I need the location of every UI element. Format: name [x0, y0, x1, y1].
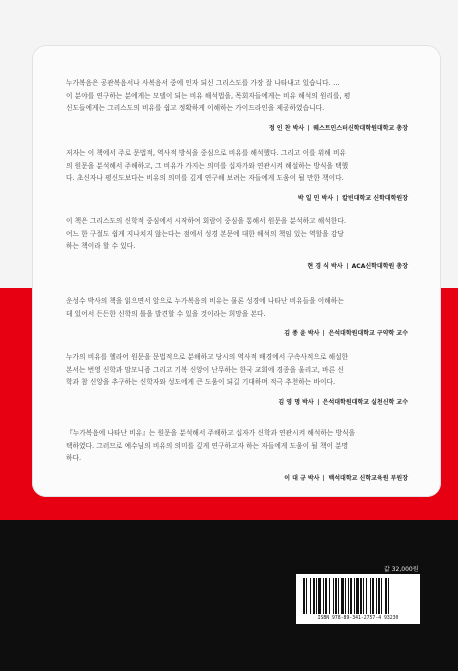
divider — [337, 195, 338, 201]
review-attribution — [278, 397, 408, 406]
review-line: 본서는 번영 신학과 맘모니즘 그리고 기복 신앙이 난무하는 한국 교회에 경종을 울리고, 바른 신 — [66, 365, 344, 374]
review-line: 저자는 이 책에서 주로 문법적, 역사적 방식을 중심으로 비유를 해석했다. 그리고 이를 위해 비유 — [66, 149, 347, 157]
divider — [323, 475, 324, 481]
review-line: 운성수 박사의 책을 읽으면서 앞으로 누가복음의 비유는 물론 성경에 나타난 비유들을 이해하는 — [66, 297, 344, 305]
review-line: 다. 초신자나 평신도보다는 비유의 의미를 깊게 연구해 보려는 자들에게 도움이 될 만한 책이다. — [66, 174, 344, 183]
review-line: 어느 한 구절도 쉽게 지나치지 않는다는 점에서 성경 본문에 대한 해석의 책임 있는 역할을 감당 — [66, 229, 344, 238]
review-line: 하다. — [66, 454, 82, 463]
reviewer-affiliation: 은석대학원대학교 실천신학 교수 — [322, 399, 408, 406]
review-line: 데 있어서 든든한 신학의 틀을 발견할 수 있을 것이라는 희망을 본다. — [66, 309, 266, 318]
isbn-barcode — [296, 574, 420, 624]
divider — [308, 125, 309, 131]
review-line: 신도들에게는 그리스도의 비유를 쉽고 정확하게 이해하는 가이드라인을 제공하였습니다. — [66, 104, 325, 113]
reviewer-name: 김 영 명 박사 — [278, 399, 314, 406]
reviewer-name: 현 경 식 박사 — [307, 263, 343, 270]
review-2 — [66, 147, 408, 202]
reviewer-affiliation: 백석대학교 신학교육원 부원장 — [328, 475, 408, 482]
reviewer-affiliation: 칼빈대학교 신학대학원장 — [342, 195, 408, 202]
review-line: 이 책은 그리스도의 신학적 중심에서 시작하여 회람이 중심을 통해서 원문을 분석하고 해석한다. — [66, 217, 346, 225]
review-line: 의 원문을 분석해서 주해하고, 그 비유가 가지는 의미를 십자가와 연관시켜 해설하는 방식을 택했 — [66, 161, 349, 170]
review-1 — [66, 77, 408, 132]
review-line: 학과 참 신앙을 추구하는 신학자와 성도에게 큰 도움이 되길 기대하며 적극 추천하는 바이다. — [66, 378, 336, 387]
reviewer-affiliation: ACA신학대학원 총장 — [351, 263, 408, 270]
review-line: 하는 책이라 할 수 있다. — [66, 242, 136, 251]
review-4 — [66, 295, 408, 337]
review-attribution — [269, 123, 408, 132]
review-line: 『누가복음에 나타난 비유』는 원문을 분석해서 주해하고 십자가 신학과 연관시켜 해석하는 방식을 — [66, 429, 356, 437]
divider — [318, 399, 319, 405]
review-line: 누가의 비유를 헬라어 원문을 문법적으로 분해하고 당시의 역사적 배경에서 구속사적으로 해설한 — [66, 353, 349, 361]
review-line: 누가복음은 공관복음서나 사복음서 중에 인자 되신 그리스도를 가장 잘 나타내고 있습니다. … — [66, 79, 340, 87]
review-line: 이 분야를 연구하는 분에게는 모델이 되는 비유 해석법을, 목회자들에게는 비유 해석의 원리를, 평 — [66, 91, 351, 100]
review-attribution — [284, 328, 408, 337]
divider — [323, 330, 324, 336]
reviewer-affiliation: 웨스트민스터신학대학원대학교 총장 — [313, 125, 408, 132]
price-label: 값 32,000원 — [384, 566, 419, 573]
review-6 — [66, 427, 408, 482]
review-line: 택하였다. 그러므로 예수님의 비유의 의미를 깊게 연구하고자 하는 자들에게 도움이 될 책이 분명 — [66, 441, 349, 450]
review-attribution — [307, 261, 408, 270]
reviewer-affiliation: 은석대학원대학교 구약학 교수 — [328, 330, 408, 337]
review-5 — [66, 351, 408, 406]
reviewer-name: 김 종 윤 박사 — [284, 330, 320, 337]
isbn-number: ISBN 978-89-341-2757-4 93230 — [317, 616, 399, 621]
reviewer-name: 박 일 민 박사 — [297, 195, 334, 202]
review-attribution — [284, 473, 408, 482]
review-3 — [66, 215, 408, 270]
barcode-icon — [302, 578, 414, 615]
review-attribution — [298, 193, 408, 202]
endorsement-card — [32, 45, 441, 497]
reviewer-name: 정 인 찬 박사 — [268, 125, 305, 132]
reviewer-name: 이 대 규 박사 — [284, 475, 320, 482]
divider — [347, 263, 348, 269]
